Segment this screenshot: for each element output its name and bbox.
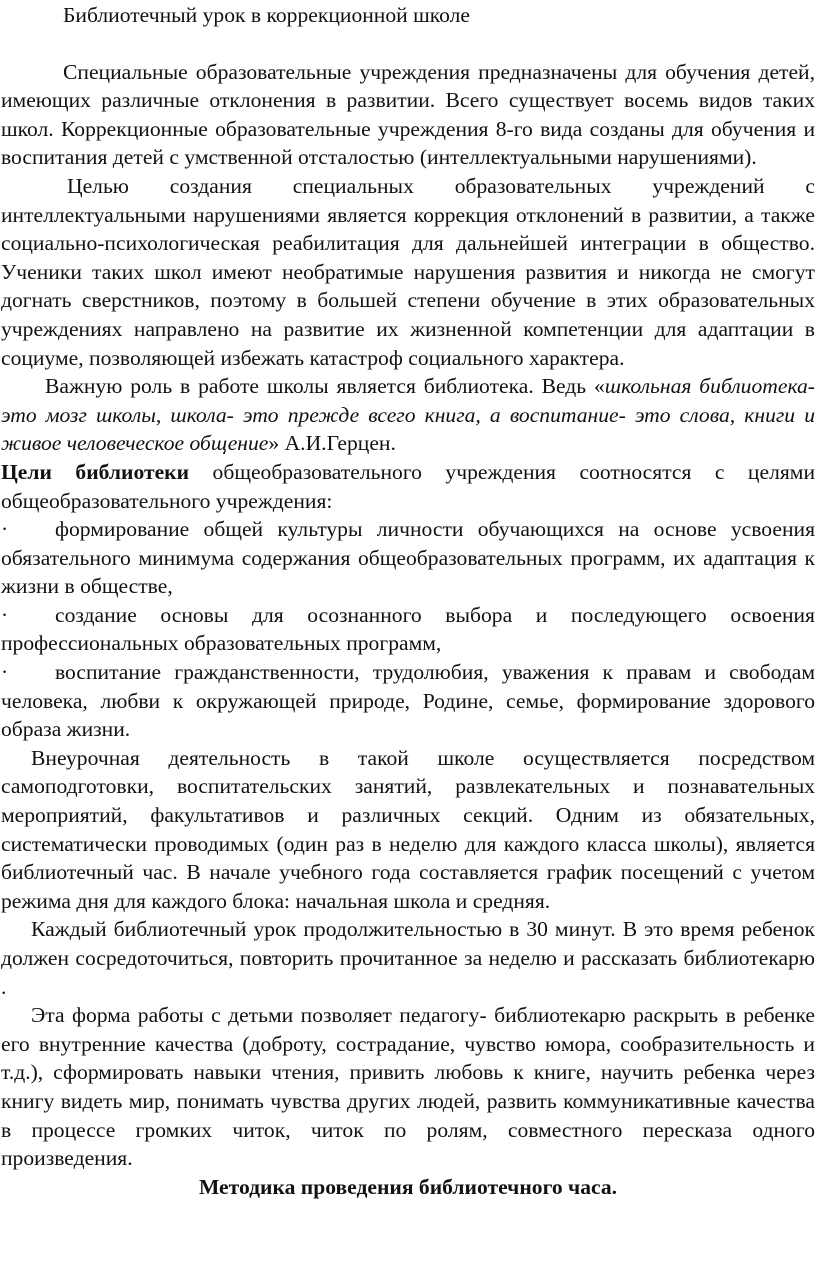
list-item	[1, 515, 815, 601]
title-spacer	[1, 30, 815, 58]
paragraph-lesson-duration: Каждый библиотечный урок продолжительностью в 30 минут. В это время ребенок должен сосредоточиться, повторить прочитанное за неделю и рассказать библиотекарю .	[1, 917, 815, 999]
list-item	[1, 601, 815, 658]
paragraph-extracurricular: Внеурочная деятельность в такой школе осуществляется посредством самоподготовки, воспитательских занятий, развлекательных и познавательных мероприятий, факультативов и различных секций. Одним из обязательных, систематически проводимых (один раз в неделю для каждого класса школы), является библиотечный час. В начале учебного года составляется график посещений с учетом режима дня для каждого блока: начальная школа и средняя.	[1, 745, 815, 913]
herzen-quote: школьная библиотека- это мозг школы, школа- это прежде всего книга, а воспитание- это слова, книги и живое человеческое общение	[1, 374, 815, 456]
library-role-intro: Важную роль в работе школы является библиотека. Ведь «	[45, 374, 605, 399]
bullet-marker: ·	[1, 660, 9, 685]
paragraph-special-schools: Специальные образовательные учреждения предназначены для обучения детей, имеющих различные отклонения в развитии. Всего существует восемь видов таких школ. Коррекционные образовательные учреждения 8-го вида созданы для обучения и воспитания детей с умственной отсталостью (интеллектуальными нарушениями).	[1, 59, 815, 170]
paragraph-work-form: Эта форма работы с детьми позволяет педагогу- библиотекарю раскрыть в ребенке его внутренние качества (доброту, сострадание, чувство юмора, сообразительность и т.д.), сформировать навыки чтения, привить любовь к книге, научить ребенка через книгу видеть мир, понимать чувства других людей, развить коммуникативные качества в процессе громких читок, читок по ролям, совместного пересказа одного произведения.	[1, 1003, 815, 1171]
list-item-text: создание основы для осознанного выбора и последующего освоения профессиональных образовательных программ,	[1, 602, 815, 656]
paragraph-goal: Целью создания специальных образовательных учреждений с интеллектуальными нарушениями является коррекция отклонений в развитии, а также социально-психологическая реабилитация для дальнейшей интеграции в общество. Ученики таких школ имеют необратимые нарушения развития и никогда не смогут догнать сверстников, поэтому в большей степени обучение в этих образовательных учреждениях направлено на развитие их жизненной компетенции для адаптации в социуме, позволяющей избежать катастроф социального характера.	[1, 173, 815, 370]
paragraph-library-goals	[1, 458, 815, 515]
bullet-marker: ·	[1, 602, 9, 627]
bullet-marker: ·	[1, 517, 9, 542]
document-title: Библиотечный урок в коррекционной школе	[63, 3, 471, 27]
paragraph-library-role	[1, 372, 815, 458]
library-goals-text: общеобразовательного учреждения соотносятся с целями общеобразовательного учреждения:	[1, 459, 815, 513]
quote-attribution: » А.И.Герцен.	[268, 431, 396, 456]
section-heading: Методика проведения библиотечного часа.	[198, 1174, 618, 1199]
library-goals-heading: Цели библиотеки	[1, 459, 190, 484]
list-item-text: воспитание гражданственности, трудолюбия, уважения к правам и свободам человека, любви к окружающей природе, Родине, семье, формирование здорового образа жизни.	[1, 660, 815, 742]
list-item	[1, 658, 815, 744]
document-page	[0, 1, 816, 1267]
list-item-text: формирование общей культуры личности обучающихся на основе усвоения обязательного минимума содержания общеобразовательных программ, их адаптация к жизни в обществе,	[1, 517, 815, 599]
